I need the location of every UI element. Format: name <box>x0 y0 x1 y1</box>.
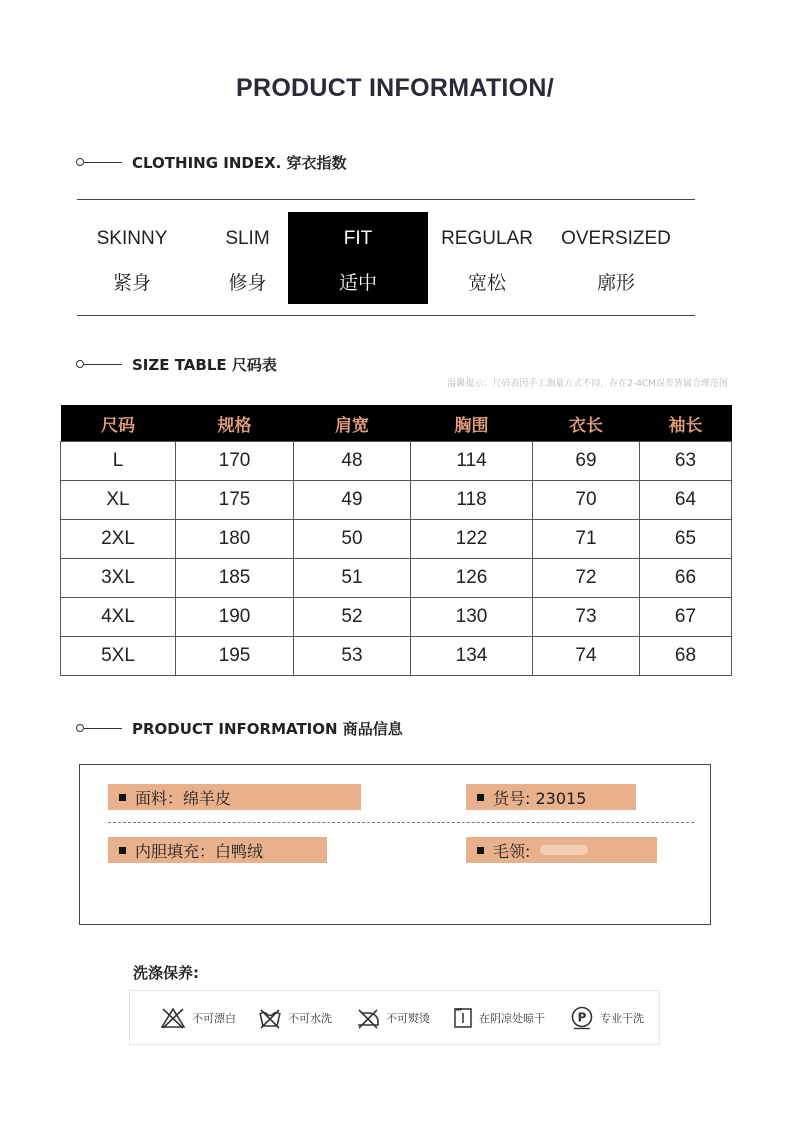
table-row <box>61 637 732 676</box>
bullet-circle-icon <box>76 360 84 368</box>
no-bleach-icon <box>160 1006 186 1030</box>
table-cell: 126 <box>411 559 533 598</box>
table-cell: 68 <box>640 637 732 676</box>
table-cell: 4XL <box>61 598 176 637</box>
table-cell: 63 <box>640 442 732 481</box>
clothing-index-heading <box>76 152 347 172</box>
table-row <box>61 442 732 481</box>
fabric-tag <box>108 784 361 810</box>
shade-dry-icon <box>453 1007 473 1029</box>
table-cell: 2XL <box>61 520 176 559</box>
size-table <box>60 405 732 676</box>
divider-top <box>77 199 695 200</box>
item-number-text: 货号: 23015 <box>493 788 587 808</box>
bullet-line <box>84 728 122 729</box>
table-cell: 64 <box>640 481 732 520</box>
table-cell: 73 <box>533 598 640 637</box>
care-label: 不可熨烫 <box>386 1012 430 1025</box>
dashed-divider <box>108 822 694 823</box>
table-row <box>61 598 732 637</box>
table-cell: 195 <box>176 637 294 676</box>
fur-collar-tag <box>466 837 657 863</box>
fit-option-en: REGULAR <box>441 228 533 249</box>
fit-option-skinny <box>77 212 187 304</box>
size-table-heading <box>76 354 277 374</box>
care-label: 不可漂白 <box>192 1012 236 1025</box>
no-wash-icon <box>258 1006 282 1030</box>
care-item-shade-dry <box>453 1003 545 1033</box>
bullet-line <box>84 162 122 163</box>
header-length: 衣长 <box>533 405 640 442</box>
header-size: 尺码 <box>61 405 176 442</box>
divider-bottom <box>77 315 695 316</box>
no-iron-icon <box>356 1006 380 1030</box>
table-cell: 53 <box>294 637 411 676</box>
table-cell: 74 <box>533 637 640 676</box>
table-cell: 66 <box>640 559 732 598</box>
product-info-heading <box>76 718 403 738</box>
table-cell: 51 <box>294 559 411 598</box>
fit-option-en: SLIM <box>225 228 270 249</box>
page-title: PRODUCT INFORMATION/ <box>235 74 554 102</box>
table-cell: 50 <box>294 520 411 559</box>
fit-option-en: OVERSIZED <box>561 228 671 249</box>
table-cell: 130 <box>411 598 533 637</box>
table-cell: 72 <box>533 559 640 598</box>
fit-option-zh: 紧身 <box>112 272 151 294</box>
header-sleeve: 袖长 <box>640 405 732 442</box>
care-label: 在阴凉处晾干 <box>479 1012 545 1025</box>
table-cell: 5XL <box>61 637 176 676</box>
fit-option-oversized <box>546 212 686 304</box>
table-cell: 52 <box>294 598 411 637</box>
header-spec: 规格 <box>176 405 294 442</box>
bullet-square-icon <box>477 847 484 854</box>
dry-clean-symbol: P <box>577 1010 587 1025</box>
table-cell: 190 <box>176 598 294 637</box>
product-info-heading-text: PRODUCT INFORMATION 商品信息 <box>132 719 403 738</box>
fur-collar-text: 毛领: <box>493 841 531 861</box>
fit-option-zh: 宽松 <box>467 272 506 294</box>
table-cell: 3XL <box>61 559 176 598</box>
table-cell: 122 <box>411 520 533 559</box>
dry-clean-icon <box>570 1006 594 1030</box>
header-shoulder: 肩宽 <box>294 405 411 442</box>
care-item-no-bleach <box>160 1003 236 1033</box>
table-cell: XL <box>61 481 176 520</box>
table-cell: 114 <box>411 442 533 481</box>
care-title: 洗涤保养: <box>133 964 199 982</box>
table-cell: 175 <box>176 481 294 520</box>
care-instructions <box>129 990 660 1045</box>
table-cell: 48 <box>294 442 411 481</box>
table-cell: 71 <box>533 520 640 559</box>
table-cell: 67 <box>640 598 732 637</box>
fit-option-regular <box>428 212 546 304</box>
care-item-no-wash <box>258 1003 332 1033</box>
fit-option-zh: 适中 <box>338 272 377 294</box>
table-row <box>61 520 732 559</box>
care-label: 不可水洗 <box>288 1012 332 1025</box>
table-cell: 185 <box>176 559 294 598</box>
care-label: 专业干洗 <box>600 1012 644 1025</box>
filling-text: 内胆填充：白鸭绒 <box>135 841 264 861</box>
fabric-text: 面料：绵羊皮 <box>135 788 232 808</box>
bullet-square-icon <box>477 794 484 801</box>
table-cell: 49 <box>294 481 411 520</box>
item-number-tag <box>466 784 636 810</box>
bullet-line <box>84 364 122 365</box>
bullet-square-icon <box>119 847 126 854</box>
table-row <box>61 559 732 598</box>
table-cell: 69 <box>533 442 640 481</box>
product-info-box <box>79 764 711 925</box>
table-row <box>61 481 732 520</box>
care-item-dry-clean <box>570 1003 644 1033</box>
fit-option-fit-selected <box>288 212 428 304</box>
size-note: 温馨提示：尺码表因手工测量方式不同，存在2-4CM误差皆属合理范围 <box>447 379 728 389</box>
header-chest: 胸围 <box>411 405 533 442</box>
table-cell: L <box>61 442 176 481</box>
bullet-square-icon <box>119 794 126 801</box>
care-item-no-iron <box>356 1003 430 1033</box>
blurred-value <box>540 845 588 855</box>
clothing-index-scale <box>77 212 695 304</box>
bullet-circle-icon <box>76 158 84 166</box>
fit-option-zh: 修身 <box>228 272 267 294</box>
filling-tag <box>108 837 327 863</box>
table-cell: 170 <box>176 442 294 481</box>
table-cell: 134 <box>411 637 533 676</box>
table-header-row <box>61 405 732 442</box>
size-table-heading-text: SIZE TABLE 尺码表 <box>132 355 277 374</box>
table-cell: 70 <box>533 481 640 520</box>
clothing-index-heading-text: CLOTHING INDEX. 穿衣指数 <box>132 153 347 172</box>
table-cell: 118 <box>411 481 533 520</box>
table-cell: 65 <box>640 520 732 559</box>
fit-option-en: SKINNY <box>96 228 168 249</box>
fit-option-zh: 廓形 <box>596 272 635 294</box>
bullet-circle-icon <box>76 724 84 732</box>
fit-option-en: FIT <box>343 228 373 249</box>
table-cell: 180 <box>176 520 294 559</box>
